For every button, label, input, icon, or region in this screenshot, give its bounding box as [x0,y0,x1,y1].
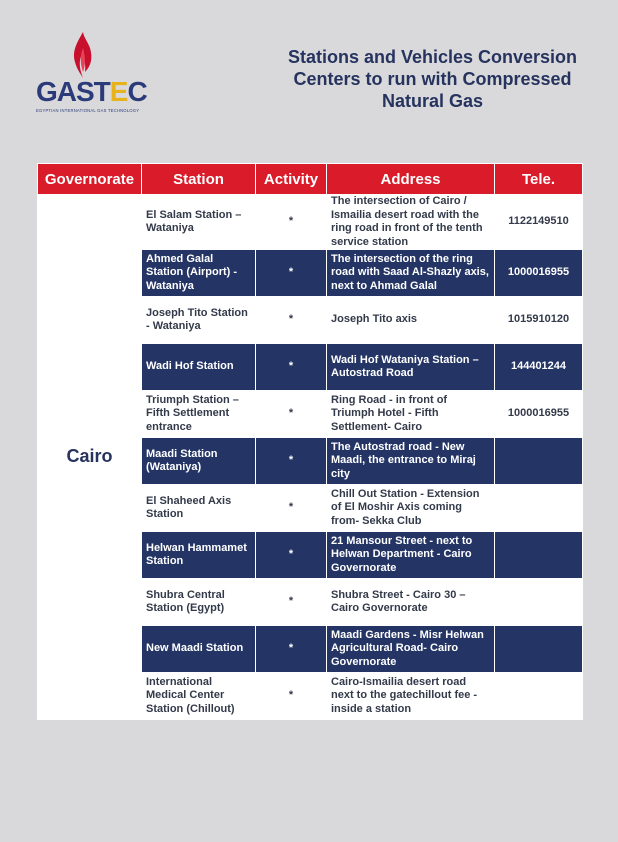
activity-cell: * [256,626,327,673]
station-cell: Maadi Station (Wataniya) [142,438,256,485]
tele-cell: 1000016955 [495,250,583,297]
station-cell: Joseph Tito Station - Wataniya [142,297,256,344]
activity-cell: * [256,391,327,438]
title-line-2: Centers to run with Compressed [293,69,572,89]
tele-cell [495,673,583,720]
tele-cell [495,579,583,626]
tele-cell: 1122149510 [495,195,583,250]
address-cell: 21 Mansour Street - next to Helwan Department - Cairo Governorate [327,532,495,579]
logo-tagline: EGYPTIAN INTERNATIONAL GAS TECHNOLOGY [36,108,140,113]
activity-cell: * [256,438,327,485]
governorate-cell: Cairo [38,195,142,720]
header-tele: Tele. [495,164,583,195]
logo-wordmark: GASTEC [36,76,147,107]
table-header-row [38,164,583,195]
address-cell: Joseph Tito axis [327,297,495,344]
gastec-logo [30,30,147,120]
station-cell: Triumph Station – Fifth Settlement entrance [142,391,256,438]
tele-cell [495,626,583,673]
activity-cell: * [256,532,327,579]
tele-cell [495,485,583,532]
address-cell: Ring Road - in front of Triumph Hotel - Fifth Settlement- Cairo [327,391,495,438]
address-cell: Shubra Street - Cairo 30 – Cairo Governorate [327,579,495,626]
header-address: Address [327,164,495,195]
page-title [260,46,605,112]
activity-cell: * [256,579,327,626]
tele-cell: 1015910120 [495,297,583,344]
station-cell: New Maadi Station [142,626,256,673]
flame-icon [68,30,98,80]
address-cell: Maadi Gardens - Misr Helwan Agricultural Road- Cairo Governorate [327,626,495,673]
address-cell: Cairo-Ismailia desert road next to the gatechillout fee - inside a station [327,673,495,720]
activity-cell: * [256,344,327,391]
station-cell: El Salam Station – Wataniya [142,195,256,250]
activity-cell: * [256,250,327,297]
station-cell: Shubra Central Station (Egypt) [142,579,256,626]
station-cell: Wadi Hof Station [142,344,256,391]
activity-cell: * [256,195,327,250]
address-cell: The intersection of the ring road with Saad Al-Shazly axis, next to Ahmad Galal [327,250,495,297]
header-activity: Activity [256,164,327,195]
address-cell: The Autostrad road - New Maadi, the entrance to Miraj city [327,438,495,485]
title-line-1: Stations and Vehicles Conversion [287,47,578,67]
stations-table [37,163,583,720]
address-cell: The intersection of Cairo / Ismailia desert road with the ring road in front of the tenth service station [327,195,495,250]
tele-cell: 144401244 [495,344,583,391]
activity-cell: * [256,485,327,532]
table-row [38,195,583,250]
station-cell: Ahmed Galal Station (Airport) - Wataniya [142,250,256,297]
title-line-3: Natural Gas [381,91,484,111]
station-cell: El Shaheed Axis Station [142,485,256,532]
header-governorate: Governorate [38,164,142,195]
address-cell: Chill Out Station - Extension of El Moshir Axis coming from- Sekka Club [327,485,495,532]
station-cell: Helwan Hammamet Station [142,532,256,579]
activity-cell: * [256,673,327,720]
tele-cell [495,532,583,579]
tele-cell [495,438,583,485]
header-station: Station [142,164,256,195]
address-cell: Wadi Hof Wataniya Station – Autostrad Road [327,344,495,391]
activity-cell: * [256,297,327,344]
station-cell: International Medical Center Station (Chillout) [142,673,256,720]
tele-cell: 1000016955 [495,391,583,438]
